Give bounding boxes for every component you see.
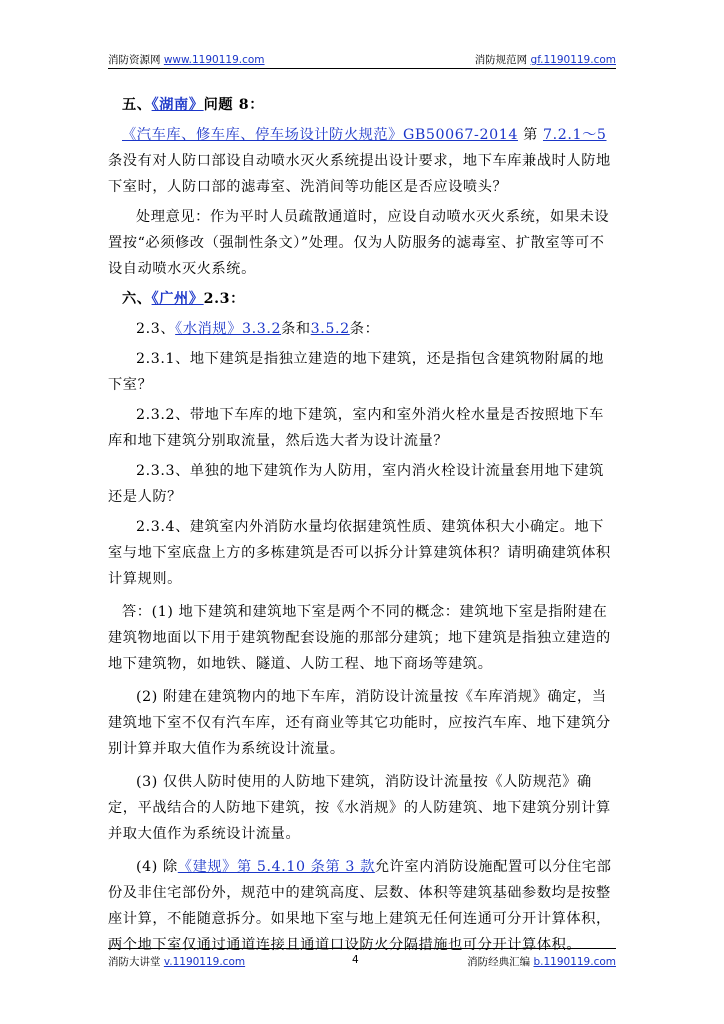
section6-heading-suffix: 2.3：: [203, 291, 245, 307]
header-left-link[interactable]: www.1190119.com: [163, 54, 265, 66]
section6-subheading-link-2[interactable]: 3.5.2: [310, 321, 350, 337]
section5-question-link-1[interactable]: 《汽车库、修车库、停车场设计防火规范》GB50067-2014: [122, 127, 518, 143]
document-body: [108, 92, 616, 958]
section5-heading: [108, 92, 616, 118]
header-right-link[interactable]: gf.1190119.com: [530, 54, 616, 66]
header-right: [475, 52, 616, 67]
section6-heading-link[interactable]: 《广州》: [151, 291, 204, 307]
section5-answer: 处理意见：作为平时人员疏散通道时，应设自动喷水灭火系统，如果未设置按“必须修改（强制性条文）”处理。仅为人防服务的滤毒室、扩散室等可不设自动喷水灭火系统。: [108, 209, 610, 277]
page-number: 4: [352, 954, 359, 966]
question-2-3-1: 2.3.1、地下建筑是指独立建造的地下建筑，还是指包含建筑物附属的地下室？: [108, 351, 604, 393]
answer-1: 答：(1) 地下建筑和建筑地下室是两个不同的概念：建筑地下室是指附建在建筑物地面以下用于建筑物配套设施的那部分建筑；地下建筑是指独立建造的地下建筑物，如地铁、隧道、人防工程、地下商场等建筑。: [108, 604, 611, 672]
footer-right: [467, 954, 616, 969]
section5-heading-prefix: 五、: [122, 97, 152, 113]
section6-subheading: [108, 316, 616, 342]
header-left-label: 消防资源网: [108, 54, 161, 66]
section5-question-link-2[interactable]: 7.2.1～5: [542, 127, 607, 143]
footer-right-link[interactable]: b.1190119.com: [533, 956, 616, 968]
footer-right-label: 消防经典汇编: [467, 956, 531, 968]
section5-question: [108, 122, 616, 200]
footer-left-link[interactable]: v.1190119.com: [163, 956, 246, 968]
footer-left-label: 消防大讲堂: [108, 956, 161, 968]
header-right-label: 消防规范网: [474, 54, 528, 66]
section6-heading: [108, 286, 616, 312]
page-footer: [108, 948, 616, 973]
answer-3: (3) 仅供人防时使用的人防地下建筑，消防设计流量按《人防规范》确定，平战结合的人防地下建筑，按《水消规》的人防建筑、地下建筑分别计算并取大值作为系统设计流量。: [108, 774, 611, 842]
section6-subheading-suffix: 条：: [349, 321, 380, 337]
footer-left: [108, 954, 245, 969]
question-2-3-2: 2.3.2、带地下车库的地下建筑，室内和室外消火栓水量是否按照地下车库和地下建筑分别取流量，然后选大者为设计流量？: [108, 407, 604, 449]
answer-2: (2) 附建在建筑物内的地下车库，消防设计流量按《车库消规》确定，当建筑地下室不仅有汽车库，还有商业等其它功能时，应按汽车库、地下建筑分别计算并取大值作为系统设计流量。: [108, 689, 611, 757]
answer-4-link[interactable]: 《建规》第 5.4.10 条第 3 款: [177, 859, 375, 875]
question-2-3-4: 2.3.4、建筑室内外消防水量均依据建筑性质、建筑体积大小确定。地下室与地下室底盘上方的多栋建筑是否可以拆分计算建筑体积？请明确建筑体积计算规则。: [108, 519, 611, 587]
section5-heading-link[interactable]: 《湖南》: [151, 97, 204, 113]
answer-4-prefix: (4) 除: [136, 859, 178, 875]
section5-heading-suffix: 问题 8：: [203, 97, 265, 113]
section5-question-mid: 第: [517, 127, 543, 143]
answer-4-text: 允许室内消防设施配置可以分住宅部份及非住宅部份外，规范中的建筑高度、层数、体积等建筑基础参数均是按整座计算，不能随意拆分。如果地下室与地上建筑无任何连通可分开计算体积，两个地下室仅通过通道连接且通道口设防火分隔措施也可分开计算体积。: [108, 859, 612, 953]
page-header: [108, 52, 616, 69]
section6-subheading-link-1[interactable]: 《水消规》3.3.2: [175, 321, 282, 337]
section6-subheading-prefix: 2.3、: [136, 321, 176, 337]
section6-heading-prefix: 六、: [122, 291, 152, 307]
section5-question-text: 条没有对人防口部设自动喷水灭火系统提出设计要求，地下车库兼战时人防地下室时，人防口部的滤毒室、洗消间等功能区是否应设喷头？: [108, 153, 611, 195]
answer-4: [108, 854, 616, 958]
question-2-3-3: 2.3.3、单独的地下建筑作为人防用，室内消火栓设计流量套用地下建筑还是人防？: [108, 463, 604, 505]
header-left: [108, 52, 265, 67]
section6-subheading-mid: 条和: [281, 321, 311, 337]
